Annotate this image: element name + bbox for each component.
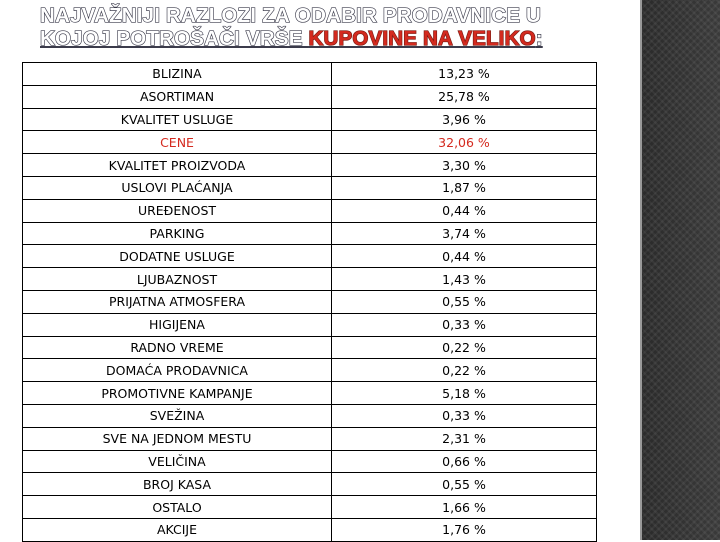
table-row (23, 313, 597, 336)
reason-label: USLOVI PLAĆANJA (23, 176, 332, 199)
reason-label: PRIJATNA ATMOSFERA (23, 290, 332, 313)
title-line-2-prefix: KOJOJ POTROŠAČI VRŠE (40, 27, 309, 50)
table-row (23, 268, 597, 291)
reason-percentage: 2,31 % (332, 427, 597, 450)
reason-percentage: 25,78 % (332, 85, 597, 108)
reason-label: VELIČINA (23, 450, 332, 473)
reason-percentage: 3,96 % (332, 108, 597, 131)
reason-percentage: 0,33 % (332, 404, 597, 427)
reason-label: BROJ KASA (23, 473, 332, 496)
reason-label: UREĐENOST (23, 199, 332, 222)
reason-percentage: 1,66 % (332, 496, 597, 519)
reason-label: DOMAĆA PRODAVNICA (23, 359, 332, 382)
reason-percentage: 1,76 % (332, 518, 597, 541)
table-row (23, 473, 597, 496)
reason-percentage: 0,44 % (332, 245, 597, 268)
table-row (23, 336, 597, 359)
reason-label: LJUBAZNOST (23, 268, 332, 291)
reason-label: ASORTIMAN (23, 85, 332, 108)
reason-label: DODATNE USLUGE (23, 245, 332, 268)
table-row (23, 131, 597, 154)
reason-label: SVEŽINA (23, 404, 332, 427)
reason-percentage: 32,06 % (332, 131, 597, 154)
table-row (23, 154, 597, 177)
reason-percentage: 0,22 % (332, 359, 597, 382)
reason-percentage: 3,74 % (332, 222, 597, 245)
reason-percentage: 13,23 % (332, 63, 597, 86)
table-row (23, 222, 597, 245)
table-row (23, 290, 597, 313)
reason-label: OSTALO (23, 496, 332, 519)
table-row (23, 359, 597, 382)
reason-label: RADNO VREME (23, 336, 332, 359)
title-line-2-suffix: : (535, 27, 543, 50)
reason-percentage: 1,43 % (332, 268, 597, 291)
reason-label: KVALITET USLUGE (23, 108, 332, 131)
reason-percentage: 0,55 % (332, 290, 597, 313)
table-row (23, 382, 597, 405)
reason-percentage: 0,22 % (332, 336, 597, 359)
reason-label: AKCIJE (23, 518, 332, 541)
table-row (23, 518, 597, 541)
decorative-sidebar (640, 0, 720, 540)
reason-label: BLIZINA (23, 63, 332, 86)
table-row (23, 496, 597, 519)
reason-label: PARKING (23, 222, 332, 245)
title-highlight: KUPOVINE NA VELIKO (308, 27, 536, 50)
reason-label: SVE NA JEDNOM MESTU (23, 427, 332, 450)
reason-percentage: 0,44 % (332, 199, 597, 222)
table-row (23, 63, 597, 86)
reason-label: KVALITET PROIZVODA (23, 154, 332, 177)
reason-label: PROMOTIVNE KAMPANJE (23, 382, 332, 405)
title-line-2 (40, 27, 600, 50)
table-row (23, 108, 597, 131)
reason-percentage: 5,18 % (332, 382, 597, 405)
reason-label: HIGIJENA (23, 313, 332, 336)
table-row (23, 450, 597, 473)
reason-percentage: 0,33 % (332, 313, 597, 336)
table-row (23, 85, 597, 108)
table-row (23, 199, 597, 222)
reason-percentage: 1,87 % (332, 176, 597, 199)
reason-percentage: 3,30 % (332, 154, 597, 177)
title-line-1: NAJVAŽNIJI RAZLOZI ZA ODABIR PRODAVNICE U (40, 4, 541, 27)
reasons-table (22, 62, 597, 542)
table-row (23, 427, 597, 450)
page-title (40, 4, 600, 50)
reason-percentage: 0,55 % (332, 473, 597, 496)
table-row (23, 245, 597, 268)
reason-percentage: 0,66 % (332, 450, 597, 473)
table-row (23, 176, 597, 199)
reason-label: CENE (23, 131, 332, 154)
table-row (23, 404, 597, 427)
